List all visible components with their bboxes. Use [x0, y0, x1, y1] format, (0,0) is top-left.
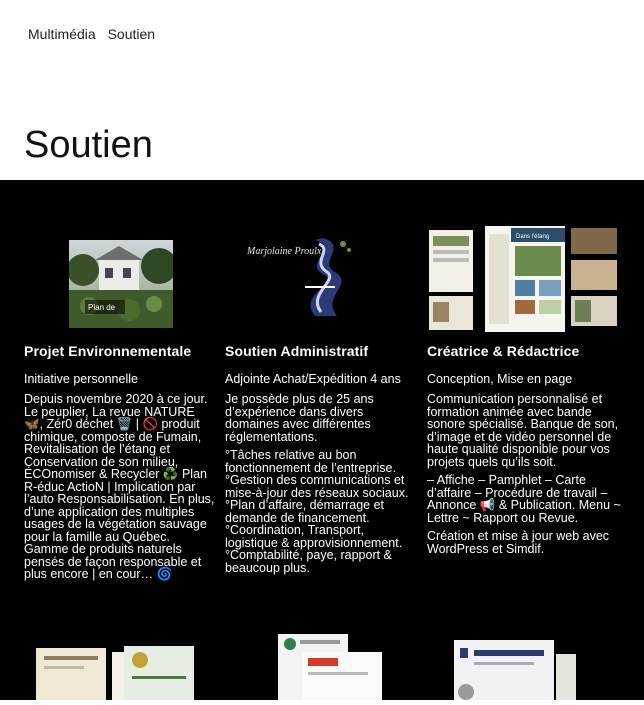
collage-title: Dans l'étang	[516, 234, 550, 240]
top-navigation	[28, 26, 163, 42]
logo-text: Marjolaine Proulx	[247, 246, 322, 257]
certificates-image[interactable]	[34, 646, 200, 700]
card-paragraph: Communication personnalisé et formation animée avec bande sonore spécialisé. Banque de son, d’image et de vidéo personnel de haute qualité disponible pour vos projets quels qu’ils soit.	[427, 392, 619, 469]
card-subtitle: Adjointe Achat/Expédition 4 ans	[225, 372, 401, 386]
card-title: Projet Environnementale	[24, 343, 192, 359]
card-paragraph: Depuis novembre 2020 à ce jour. Le peuplier, La revue NATURE 🦋, Zér0 déchet 🗑️ | 🚫 produit chimique, composte de Fumain, Revitalisation de l’étang et Conservation de son milieu, ÉCOnomiser & Recycler ♻️ Plan R-éduc ActioN | Implication par l’auto Responsabilisation. En plus, d’une application des multiples usages de la végétation sauvage pour la famille au Québec. Gamme de produits naturels pensés de façon responsable et plus encore | en cour… 🌀	[24, 392, 215, 581]
card-subtitle: Initiative personnelle	[24, 372, 138, 386]
publications-collage[interactable]	[427, 224, 619, 334]
card-body	[225, 393, 419, 580]
card-title: Créatrice & Rédactrice	[427, 343, 580, 359]
image-label: Plan de	[88, 303, 116, 312]
documents-image[interactable]	[278, 632, 382, 700]
diploma-graphic	[452, 640, 578, 700]
marjolaine-logo	[245, 232, 355, 322]
card-subtitle: Conception, Mise en page	[427, 372, 573, 386]
card-paragraph: – Affiche – Pamphlet – Carte d’affaire – Procédure de travail – Annonce 📢 & Publication. Menu ~ Lettre ~ Rapport ou Revue.	[427, 473, 621, 525]
certificates-graphic	[34, 646, 200, 700]
documents-graphic	[278, 632, 382, 700]
house-garden-image	[69, 240, 173, 328]
logo-image[interactable]	[245, 232, 355, 322]
card-paragraph: Création et mise à jour web avec WordPress et Simdif.	[427, 529, 610, 556]
card-body	[24, 393, 216, 587]
card-paragraph: °Tâches relative au bon fonctionnement de l’entreprise. °Gestion des communications et mise-à-jour des réseaux sociaux. °Plan d’affaire, démarrage et demande de financement. °Coordination, Transport, logistique & approvisionnement. °Comptabilité, paye, rapport & beaucoup plus.	[225, 448, 409, 575]
collage-image	[427, 224, 619, 334]
card-title: Soutien Administratif	[225, 343, 369, 359]
card-body	[427, 393, 621, 561]
nav-link-soutien[interactable]: Soutien	[107, 26, 156, 42]
services-section	[0, 180, 644, 700]
project-photo[interactable]	[69, 240, 173, 328]
diploma-image[interactable]	[452, 640, 578, 700]
card-paragraph: Je possède plus de 25 ans d’expérience dans divers domaines avec différentes réglementations.	[225, 392, 374, 444]
page-title: Soutien	[24, 124, 153, 166]
nav-link-multimedia[interactable]: Multimédia	[28, 26, 96, 42]
